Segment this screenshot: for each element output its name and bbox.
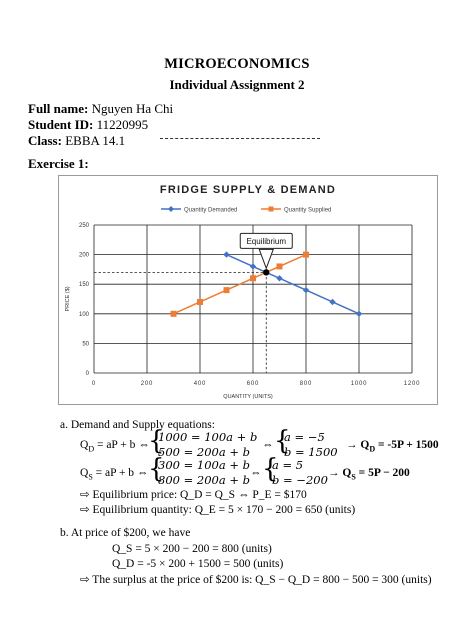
- part-b-heading: b. At price of $200, we have: [60, 527, 191, 539]
- legend-label: Quantity Supplied: [284, 207, 332, 214]
- qd-result: → $Q_D = -5P + 1500$: [346, 439, 439, 454]
- document-subtitle: Individual Assignment 2: [169, 77, 305, 92]
- x-axis-label: QUANTITY (UNITS): [223, 394, 273, 400]
- qs-brace: {: [148, 454, 165, 484]
- y-tick-label: 0: [85, 371, 89, 377]
- qd-equation-1: 1000 = 100a + b: [158, 430, 258, 444]
- separator-line: [160, 138, 320, 139]
- x-tick-label: 400: [193, 381, 207, 387]
- document-title: MICROECONOMICS: [164, 56, 310, 72]
- chart-frame: [58, 175, 438, 405]
- chart-title: FRIDGE SUPPLY & DEMAND: [159, 184, 337, 196]
- data-point: [250, 275, 256, 281]
- full-name-label: Full name:: [28, 101, 89, 116]
- data-point: [303, 287, 309, 293]
- surplus-line: ⇨ The surplus at the price of $200 is: Q_S − Q_D = 800 − 500 = 300 (units): [80, 574, 432, 586]
- part-a-heading: a. Demand and Supply equations:: [60, 419, 215, 431]
- full-name-line: [28, 101, 173, 117]
- data-point: [171, 311, 177, 317]
- legend-swatch-marker: [269, 207, 274, 212]
- equilibrium-callout-label: Equilibrium: [246, 236, 287, 246]
- qd-definition: $Q_D$ = aP + b ⇔: [80, 439, 150, 454]
- data-point: [329, 299, 335, 305]
- data-point: [224, 287, 230, 293]
- x-tick-label: 1000: [350, 381, 368, 387]
- qs-solution-a: a = 5: [272, 458, 304, 472]
- qs-equation-1: 300 = 100a + b: [158, 458, 251, 472]
- data-point: [197, 299, 203, 305]
- class-value: EBBA 14.1: [65, 133, 126, 148]
- equilibrium-price-line: ⇨ Equilibrium price: Q_D = Q_S ⇔ P_E = $170: [80, 489, 307, 501]
- qs-definition: $Q_S$ = aP + b ⇔: [80, 467, 149, 482]
- student-id-value: 11220995: [96, 117, 149, 132]
- x-tick-label: 600: [246, 381, 260, 387]
- part-b-qd-line: Q_D = -5 × 200 + 1500 = 500 (units): [112, 558, 284, 570]
- y-tick-label: 200: [78, 252, 89, 259]
- data-point: [356, 311, 362, 317]
- y-tick-label: 150: [78, 282, 89, 289]
- qs-result: → $Q_S = 5P - 200$: [328, 467, 410, 482]
- y-tick-label: 50: [82, 341, 89, 348]
- data-point: [277, 263, 283, 269]
- qs-solution-b: b = −200: [272, 473, 328, 487]
- y-axis-label: PRICE ($): [65, 286, 71, 312]
- equilibrium-callout-arrow: [259, 249, 273, 268]
- qd-solution-brace: {: [274, 426, 291, 456]
- qd-solution-a: a = −5: [284, 430, 325, 444]
- x-tick-label: 1200: [403, 381, 421, 387]
- class-line: [28, 133, 125, 149]
- qd-arrow: ⇔: [262, 439, 274, 451]
- student-id-label: Student ID:: [28, 117, 94, 132]
- equilibrium-point: [263, 269, 269, 275]
- qd-equation-2: 500 = 200a + b: [158, 445, 251, 459]
- class-label: Class:: [28, 133, 62, 148]
- supply-demand-chart: [59, 176, 437, 404]
- part-b-qs-line: Q_S = 5 × 200 − 200 = 800 (units): [112, 543, 272, 555]
- qd-solution-b: b = 1500: [284, 445, 338, 459]
- x-tick-label: 800: [299, 381, 313, 387]
- qs-arrow: ⇔: [250, 467, 262, 479]
- legend-label: Quantity Demanded: [184, 207, 238, 214]
- student-id-line: [28, 117, 148, 133]
- full-name-value: Nguyen Ha Chi: [91, 101, 174, 116]
- y-tick-label: 100: [78, 311, 89, 318]
- exercise-heading: Exercise 1:: [28, 156, 89, 171]
- x-tick-label: 0: [91, 381, 97, 387]
- qs-equation-2: 800 = 200a + b: [158, 473, 251, 487]
- x-tick-label: 200: [140, 381, 154, 387]
- equilibrium-quantity-line: ⇨ Equilibrium quantity: Q_E = 5 × 170 − 200 = 650 (units): [80, 504, 356, 516]
- qd-brace: {: [148, 426, 165, 456]
- data-point: [276, 275, 282, 281]
- legend-swatch-marker: [168, 206, 174, 212]
- data-point: [223, 251, 229, 257]
- data-point: [303, 252, 309, 258]
- qs-solution-brace: {: [262, 454, 279, 484]
- data-point: [250, 263, 256, 269]
- y-tick-label: 250: [78, 223, 89, 229]
